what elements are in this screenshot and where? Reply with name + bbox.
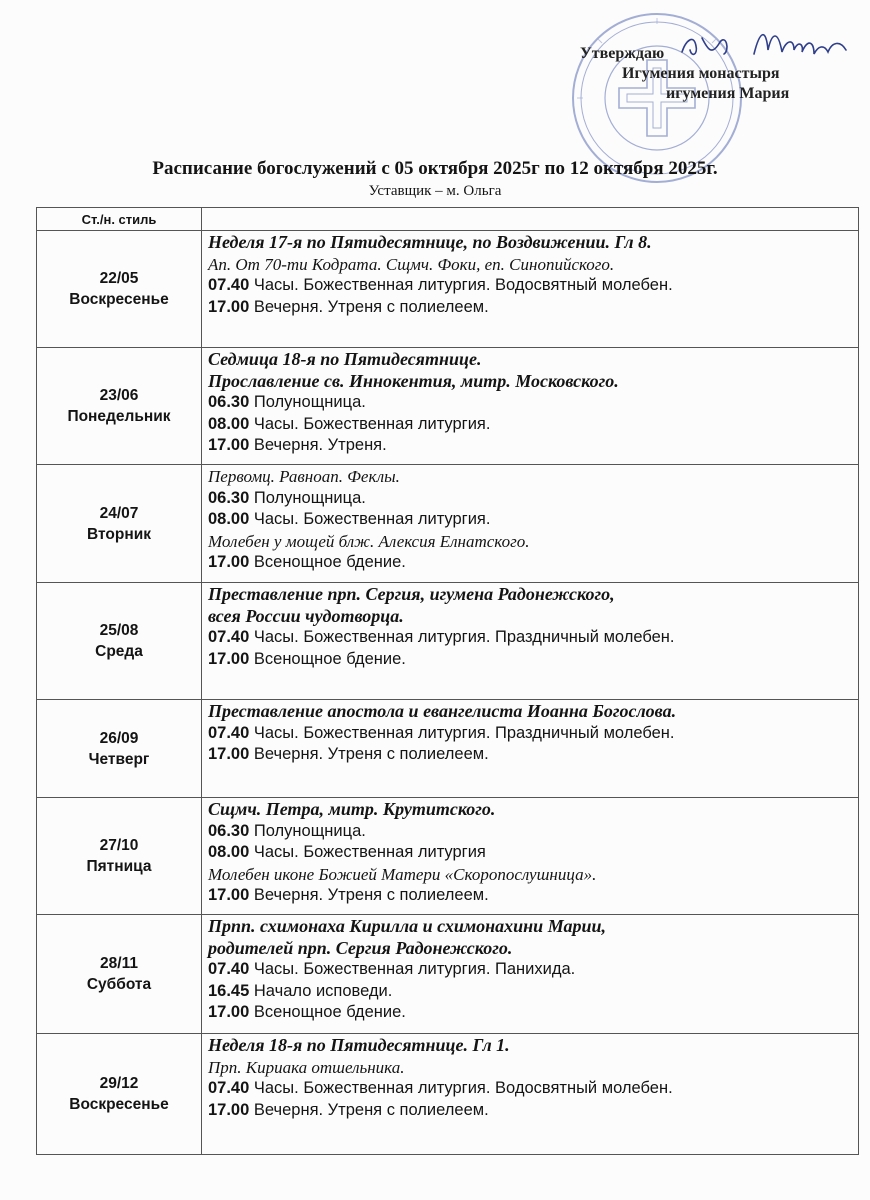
day-cell <box>37 700 202 798</box>
feast-title: Прпп. схимонаха Кирилла и схимонахини Марии, <box>208 916 606 936</box>
service-time: 17.00 <box>208 553 250 571</box>
services-cell <box>202 348 859 465</box>
service-text: Начало исповеди. <box>249 981 393 1000</box>
approval-line: Игумения монастыря <box>622 65 780 82</box>
service-time: 07.40 <box>208 960 250 978</box>
service-text: Всенощное бдение. <box>249 1003 406 1021</box>
service-text: Полунощница. <box>249 821 366 840</box>
service-line <box>208 723 858 745</box>
content-header <box>202 208 859 231</box>
date: 25/08 <box>99 622 139 639</box>
service-line <box>208 297 858 319</box>
service-line <box>208 627 858 649</box>
service-text: Часы. Божественная литургия <box>249 843 486 861</box>
approval-line: игумения Мария <box>666 85 790 102</box>
service-line <box>208 959 858 981</box>
service-time: 07.40 <box>208 723 250 742</box>
commemoration-line: Прп. Кириака отшельника. <box>208 1057 405 1077</box>
service-time: 17.00 <box>208 436 250 454</box>
weekday: Воскресенье <box>69 1096 169 1113</box>
service-text: Часы. Божественная литургия. <box>249 414 491 433</box>
day-cell <box>37 915 202 1034</box>
weekday: Четверг <box>88 750 150 768</box>
date: 26/09 <box>99 729 139 747</box>
service-line <box>208 1100 858 1122</box>
service-text: Полунощница. <box>249 393 366 411</box>
date: 29/12 <box>99 1075 139 1092</box>
service-line <box>208 552 858 574</box>
day-cell <box>37 231 202 348</box>
service-line <box>208 885 858 907</box>
service-time: 06.30 <box>208 393 250 411</box>
feast-title: Преставление прп. Сергия, игумена Радонежского, <box>208 584 615 604</box>
services-cell <box>202 465 859 583</box>
schedule-table <box>36 207 859 1155</box>
services-cell <box>202 700 859 798</box>
service-text: Всенощное бдение. <box>249 553 406 571</box>
date: 24/07 <box>99 504 139 522</box>
feast-title: Седмица 18-я по Пятидесятнице. <box>208 349 482 369</box>
service-text: Вечерня. Утреня с полиелеем. <box>249 886 489 904</box>
table-row <box>37 1034 859 1155</box>
services-cell <box>202 231 859 348</box>
date: 28/11 <box>100 955 138 972</box>
service-line <box>208 744 858 766</box>
commemoration-line: Первомц. Равноап. Феклы. <box>208 467 400 486</box>
date: 23/06 <box>99 387 139 404</box>
service-time: 07.40 <box>208 1079 250 1097</box>
date: 22/05 <box>99 270 139 287</box>
service-line <box>208 842 858 864</box>
style-header: Ст./н. стиль <box>37 208 202 231</box>
feast-title: Неделя 18-я по Пятидесятнице. Гл 1. <box>208 1035 510 1055</box>
service-text: Часы. Божественная литургия. Водосвятный молебен. <box>249 1079 673 1097</box>
service-line <box>208 1078 858 1100</box>
approval-line: Утверждаю <box>580 45 665 62</box>
service-text: Полунощница. <box>249 488 366 507</box>
abbess-signature <box>668 20 858 70</box>
service-time: 06.30 <box>208 488 250 507</box>
ustavshchik-line: Уставщик – м. Ольга <box>368 183 502 199</box>
service-line <box>208 275 858 297</box>
weekday: Вторник <box>87 525 151 543</box>
service-text: Вечерня. Утреня. <box>249 436 387 454</box>
table-row <box>37 465 859 583</box>
feast-title: всея России чудотворца. <box>208 605 404 626</box>
commemoration-line: Молебен у мощей блж. Алексия Елнатского. <box>208 531 530 551</box>
service-text: Часы. Божественная литургия. <box>249 510 491 528</box>
service-text: Вечерня. Утреня с полиелеем. <box>249 745 489 763</box>
day-cell <box>37 798 202 915</box>
weekday: Понедельник <box>67 408 171 425</box>
service-time: 17.00 <box>208 649 250 668</box>
service-time: 08.00 <box>208 414 250 433</box>
weekday: Пятница <box>86 858 152 875</box>
service-time: 06.30 <box>208 821 250 840</box>
service-text: Всенощное бдение. <box>249 649 406 668</box>
service-time: 17.00 <box>208 886 250 904</box>
day-cell <box>37 583 202 700</box>
service-time: 17.00 <box>208 297 250 316</box>
service-line <box>208 414 858 436</box>
service-line <box>208 649 858 671</box>
feast-title: Сщмч. Петра, митр. Крутитского. <box>208 799 496 819</box>
feast-title: Преставление апостола и евангелиста Иоанна Богослова. <box>208 701 677 721</box>
services-cell <box>202 798 859 915</box>
services-cell <box>202 1034 859 1155</box>
service-line <box>208 488 858 510</box>
service-time: 17.00 <box>208 1003 250 1021</box>
service-time: 08.00 <box>208 510 250 528</box>
table-row <box>37 798 859 915</box>
service-text: Вечерня. Утреня с полиелеем. <box>249 297 489 316</box>
service-time: 16.45 <box>208 981 250 1000</box>
service-line <box>208 435 858 457</box>
service-line <box>208 981 858 1003</box>
service-line <box>208 509 858 531</box>
service-time: 07.40 <box>208 628 250 646</box>
day-cell <box>37 348 202 465</box>
schedule-body <box>37 208 859 1155</box>
service-text: Часы. Божественная литургия. Праздничный молебен. <box>249 723 675 742</box>
weekday: Суббота <box>86 976 152 993</box>
services-cell <box>202 915 859 1034</box>
date: 27/10 <box>99 837 139 854</box>
service-time: 08.00 <box>208 843 250 861</box>
table-row <box>37 348 859 465</box>
service-text: Часы. Божественная литургия. Панихида. <box>249 960 576 978</box>
weekday: Среда <box>95 643 143 660</box>
commemoration-line: Молебен иконе Божией Матери «Скоропослушница». <box>208 864 597 884</box>
services-cell <box>202 583 859 700</box>
day-cell <box>37 465 202 583</box>
day-cell <box>37 1034 202 1155</box>
feast-title: Неделя 17-я по Пятидесятнице, по Воздвижении. Гл 8. <box>208 232 652 252</box>
table-row <box>37 231 859 348</box>
service-text: Часы. Божественная литургия. Праздничный молебен. <box>249 628 675 646</box>
commemoration-line: Ап. От 70-ти Кодрата. Сщмч. Фоки, еп. Синопийского. <box>208 254 615 274</box>
feast-title: Прославление св. Иннокентия, митр. Московского. <box>208 370 619 391</box>
feast-title: родителей прп. Сергия Радонежского. <box>208 937 513 958</box>
service-time: 17.00 <box>208 1100 250 1119</box>
service-line <box>208 392 858 414</box>
service-line <box>208 1002 858 1024</box>
table-row <box>37 583 859 700</box>
table-row <box>37 700 859 798</box>
table-row <box>37 915 859 1034</box>
service-line <box>208 821 858 843</box>
service-text: Часы. Божественная литургия. Водосвятный молебен. <box>249 276 673 294</box>
table-header-row <box>37 208 859 231</box>
schedule-title: Расписание богослужений с 05 октября 2025г по 12 октября 2025г. <box>152 158 718 179</box>
service-time: 07.40 <box>208 276 250 294</box>
weekday: Воскресенье <box>69 291 169 308</box>
service-time: 17.00 <box>208 745 250 763</box>
service-text: Вечерня. Утреня с полиелеем. <box>249 1100 489 1119</box>
